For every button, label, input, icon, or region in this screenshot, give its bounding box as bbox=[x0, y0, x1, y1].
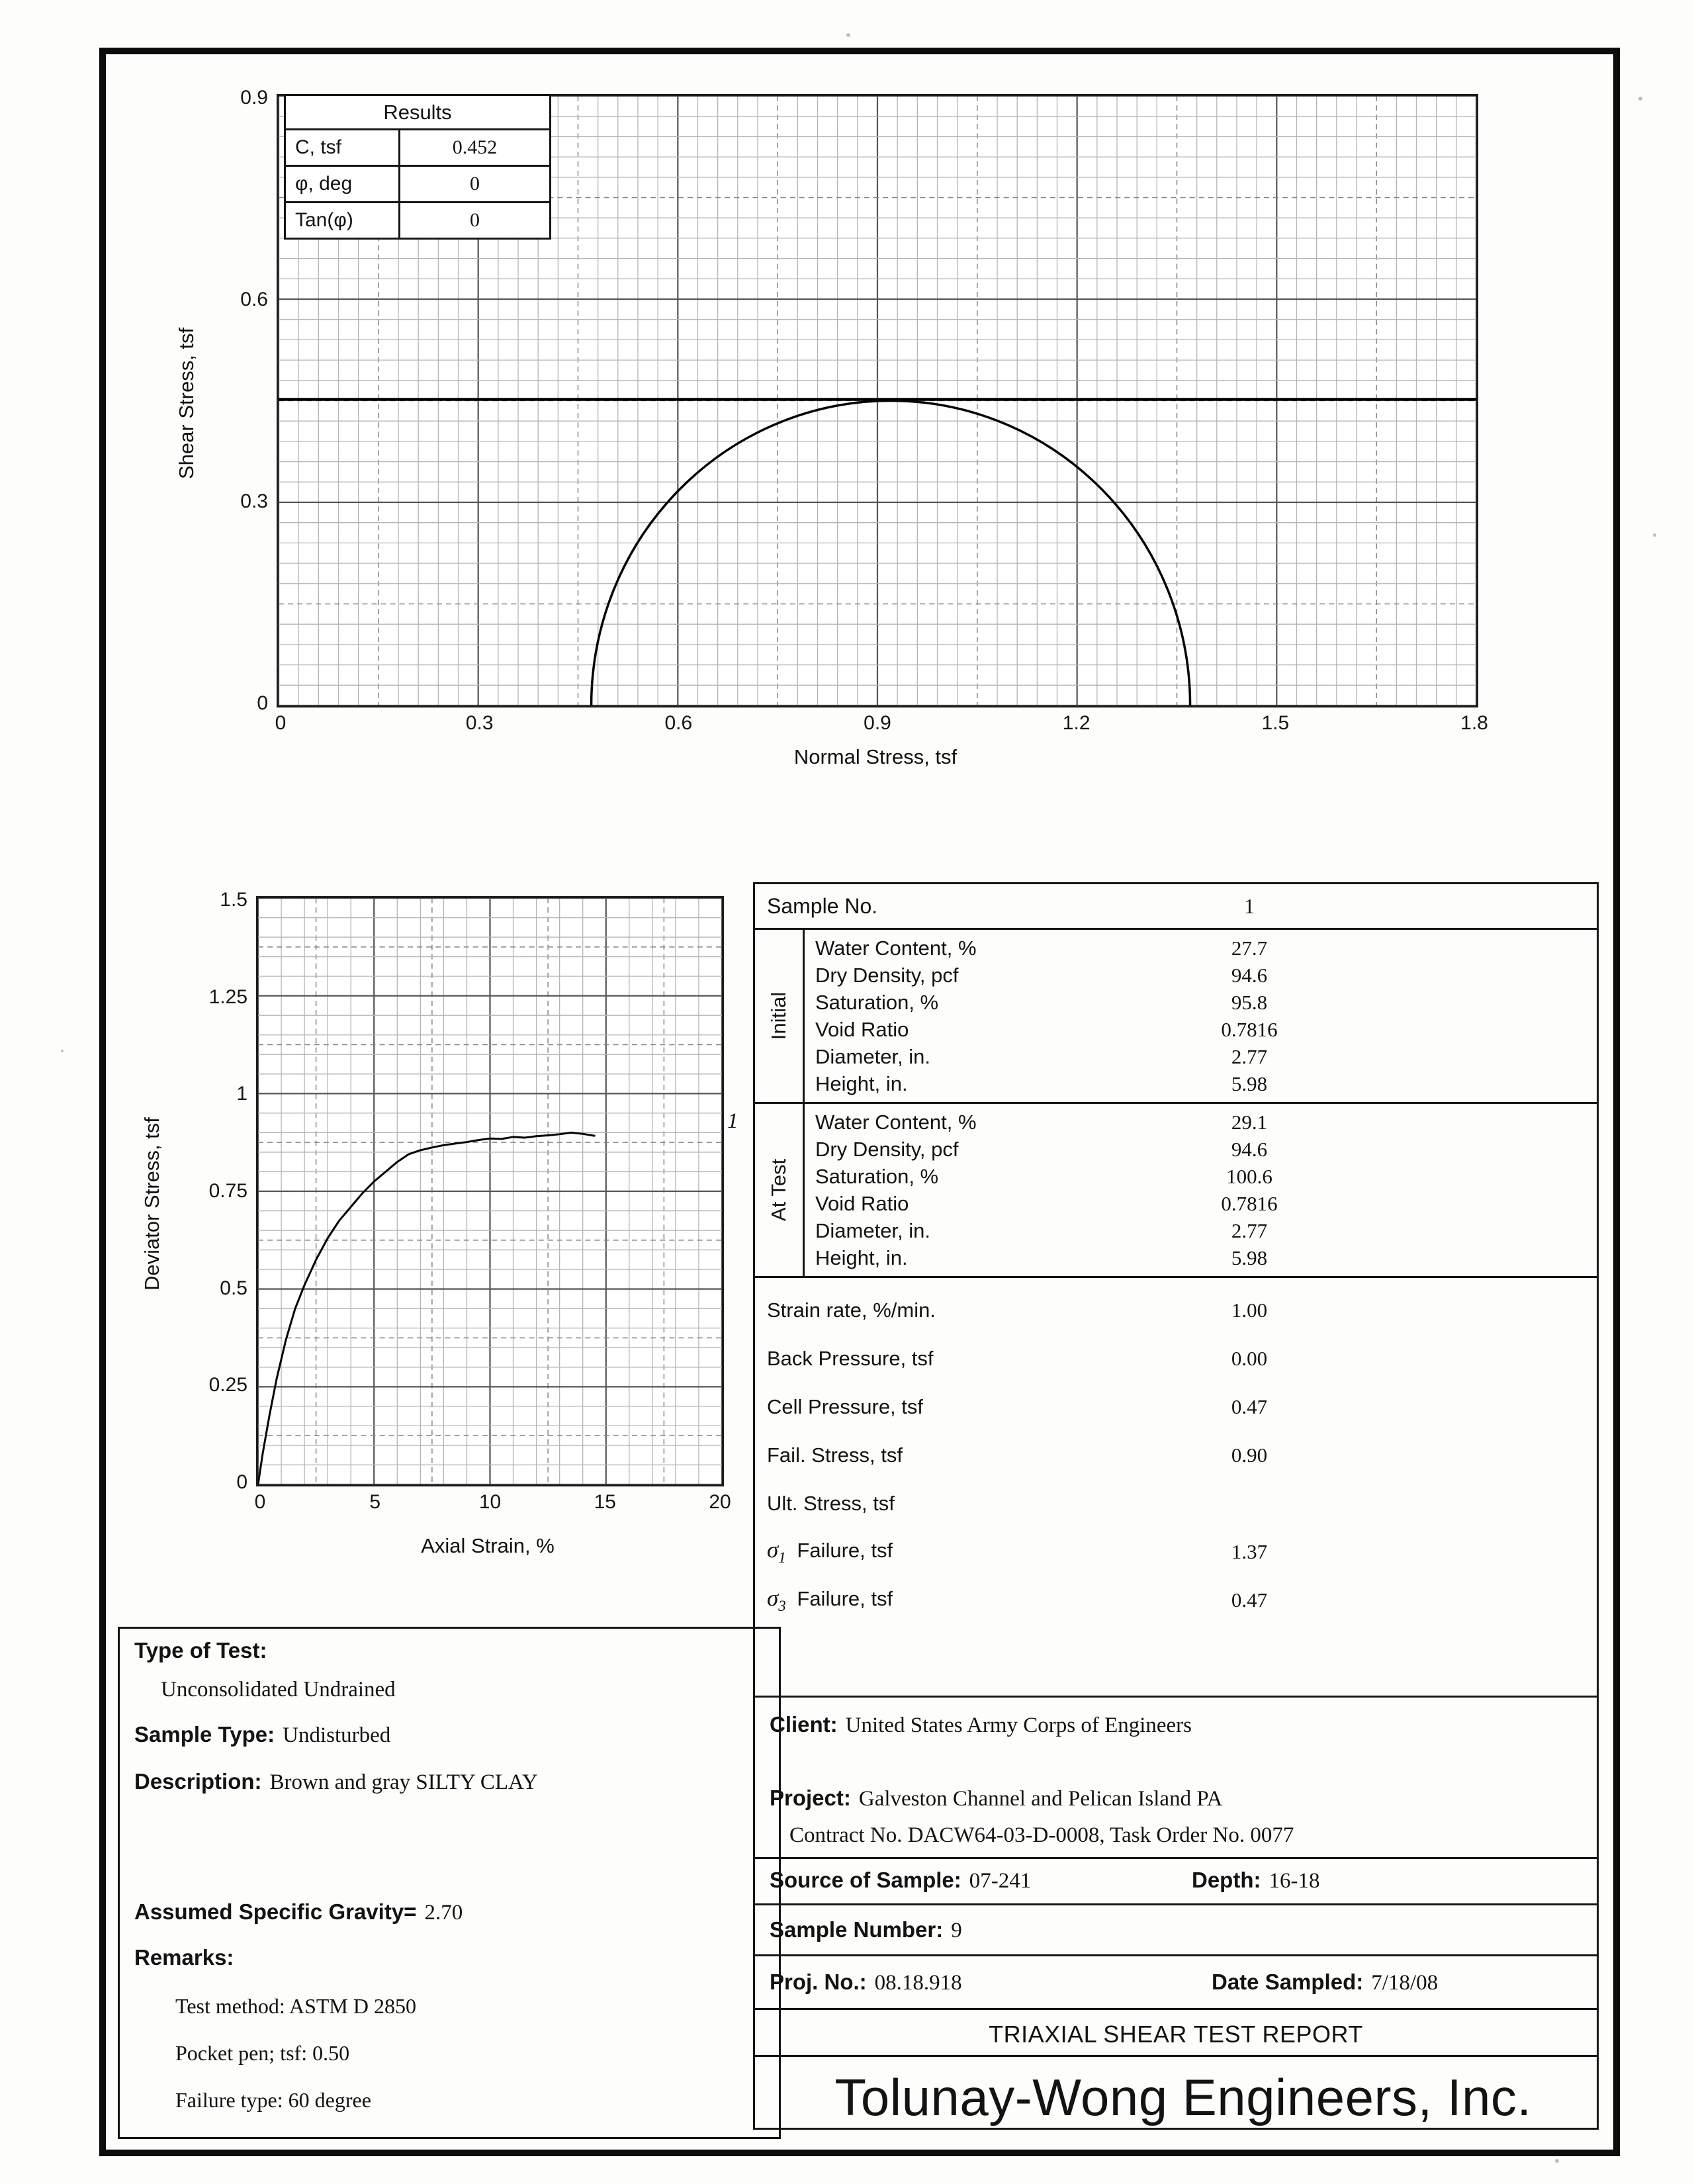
project-label: Project: bbox=[770, 1786, 851, 1811]
x-tick-label: 5 bbox=[369, 1491, 381, 1513]
mohr-x-axis-title: Normal Stress, tsf bbox=[793, 745, 958, 768]
property-label: Water Content, % bbox=[815, 936, 977, 960]
results-table bbox=[284, 94, 551, 240]
property-value: 94.6 bbox=[1231, 1137, 1268, 1161]
sample-group bbox=[755, 930, 1597, 1104]
sigma-symbol: $\sigma_1$ bbox=[767, 1537, 786, 1566]
stress-strain-chart bbox=[208, 889, 731, 1513]
y-tick-label: 0.25 bbox=[208, 1374, 247, 1396]
property-label: Dry Density, pcf bbox=[815, 1137, 959, 1161]
sample-no-row bbox=[755, 884, 1597, 930]
param-value: 0.47 bbox=[1231, 1588, 1268, 1612]
sample-group bbox=[755, 1104, 1597, 1278]
results-row bbox=[286, 165, 549, 201]
scan-speckle bbox=[1555, 2159, 1559, 2163]
sample-type-value: Undisturbed bbox=[283, 1723, 391, 1747]
property-value: 94.6 bbox=[1231, 963, 1268, 987]
property-value: 95.8 bbox=[1231, 990, 1268, 1014]
scan-speckle bbox=[846, 33, 850, 37]
sample-no-label: Sample No. bbox=[767, 893, 878, 918]
sample-parameters bbox=[755, 1286, 1597, 1624]
results-row-value: 0 bbox=[470, 173, 480, 195]
group-rows bbox=[805, 930, 1597, 1102]
description-label: Description: bbox=[134, 1769, 262, 1794]
sample-groups bbox=[755, 930, 1597, 1278]
property-label: Diameter, in. bbox=[815, 1044, 931, 1068]
report-info-box bbox=[753, 1696, 1599, 2130]
property-row bbox=[805, 989, 1597, 1016]
property-value: 29.1 bbox=[1231, 1110, 1268, 1134]
source-of-sample-value: 07-241 bbox=[969, 1869, 1032, 1893]
stress-y-axis-title: Deviator Stress, tsf bbox=[140, 1117, 163, 1291]
property-row bbox=[805, 1217, 1597, 1244]
property-label: Height, in. bbox=[815, 1246, 908, 1269]
param-row bbox=[755, 1431, 1597, 1479]
scan-speckle bbox=[61, 1050, 64, 1052]
property-value: 5.98 bbox=[1231, 1246, 1268, 1269]
depth-label: Depth: bbox=[1192, 1868, 1261, 1893]
property-value: 5.98 bbox=[1231, 1071, 1268, 1095]
project-value: Galveston Channel and Pelican Island PA bbox=[858, 1787, 1223, 1811]
x-tick-label: 0 bbox=[254, 1491, 266, 1513]
property-row bbox=[805, 1190, 1597, 1217]
x-tick-label: 20 bbox=[709, 1491, 731, 1513]
group-label-text: At Test bbox=[767, 1158, 790, 1222]
remarks-label: Remarks: bbox=[134, 1945, 234, 1970]
sample-data-panel bbox=[753, 882, 1599, 1698]
specific-gravity-row bbox=[134, 1899, 764, 1925]
param-value: 1.37 bbox=[1231, 1539, 1268, 1563]
x-tick-label: 0.3 bbox=[465, 712, 494, 734]
project-row bbox=[755, 1766, 1597, 1857]
y-tick-label: 0.75 bbox=[208, 1180, 247, 1202]
property-value: 100.6 bbox=[1226, 1164, 1272, 1188]
property-label: Height, in. bbox=[815, 1071, 908, 1095]
remarks-row bbox=[134, 1945, 764, 1970]
property-row bbox=[805, 1043, 1597, 1070]
remark-line: Failure type: 60 degree bbox=[175, 2088, 371, 2112]
param-row bbox=[755, 1576, 1597, 1624]
scan-speckle bbox=[1638, 97, 1642, 101]
property-value: 27.7 bbox=[1231, 936, 1268, 960]
specific-gravity-label: Assumed Specific Gravity= bbox=[134, 1899, 417, 1924]
param-label: Strain rate, %/min. bbox=[767, 1298, 936, 1322]
results-row-value: 0.452 bbox=[452, 136, 498, 158]
specific-gravity-value: 2.70 bbox=[424, 1901, 463, 1925]
param-value: 0.00 bbox=[1231, 1346, 1268, 1370]
x-tick-label: 10 bbox=[478, 1491, 502, 1513]
type-of-test-label: Type of Test: bbox=[134, 1638, 267, 1662]
param-row bbox=[755, 1334, 1597, 1383]
stress-grid bbox=[258, 898, 722, 1484]
stress-strain-plot-area bbox=[258, 898, 722, 1484]
date-sampled-value: 7/18/08 bbox=[1371, 1971, 1439, 1995]
company-name: Tolunay-Wong Engineers, Inc. bbox=[755, 2055, 1597, 2128]
x-tick-label: 0 bbox=[275, 712, 287, 734]
x-tick-label: 15 bbox=[594, 1491, 616, 1513]
property-row bbox=[805, 1136, 1597, 1163]
test-info-box bbox=[118, 1627, 781, 2139]
y-tick-label: 0.6 bbox=[240, 289, 268, 310]
results-row-value: 0 bbox=[470, 209, 480, 231]
contract-line: Contract No. DACW64-03-D-0008, Task Order No. 0077 bbox=[789, 1823, 1294, 1848]
sample-type-row bbox=[134, 1722, 764, 1748]
property-row bbox=[805, 1070, 1597, 1097]
property-label: Void Ratio bbox=[815, 1017, 909, 1041]
property-label: Void Ratio bbox=[815, 1191, 909, 1215]
sample-number-label: Sample Number: bbox=[770, 1917, 944, 1942]
param-row bbox=[755, 1527, 1597, 1576]
mohr-circle-arc bbox=[592, 401, 1190, 706]
param-label: Fail. Stress, tsf bbox=[767, 1443, 903, 1467]
date-sampled-field bbox=[1212, 1970, 1438, 1995]
x-tick-label: 1.8 bbox=[1460, 712, 1488, 734]
property-row bbox=[805, 1163, 1597, 1190]
results-table-header: Results bbox=[383, 100, 452, 124]
group-label-cell bbox=[755, 930, 805, 1102]
results-table-rows bbox=[286, 128, 549, 238]
property-row bbox=[805, 1016, 1597, 1043]
proj-no-value: 08.18.918 bbox=[874, 1971, 962, 1995]
client-row bbox=[755, 1698, 1597, 1766]
property-value: 0.7816 bbox=[1221, 1191, 1278, 1215]
y-tick-label: 0 bbox=[257, 692, 268, 714]
sample-number-value: 9 bbox=[951, 1919, 962, 1943]
report-title: TRIAXIAL SHEAR TEST REPORT bbox=[755, 2008, 1597, 2055]
results-row-label: Tan(φ) bbox=[286, 203, 400, 238]
sample-no-value: 1 bbox=[1244, 893, 1255, 918]
depth-value: 16-18 bbox=[1269, 1869, 1320, 1893]
param-value: 0.47 bbox=[1231, 1394, 1268, 1418]
sample-type-label: Sample Type: bbox=[134, 1722, 275, 1747]
x-tick-label: 0.6 bbox=[664, 712, 693, 734]
y-tick-label: 1 bbox=[236, 1083, 247, 1105]
curve-number-label: 1 bbox=[727, 1109, 738, 1133]
sigma-symbol: $\sigma_3$ bbox=[767, 1585, 786, 1614]
param-row bbox=[755, 1286, 1597, 1334]
date-sampled-label: Date Sampled: bbox=[1212, 1970, 1364, 1995]
description-value: Brown and gray SILTY CLAY bbox=[269, 1770, 538, 1794]
property-label: Water Content, % bbox=[815, 1110, 977, 1134]
y-tick-label: 0.3 bbox=[240, 490, 268, 512]
remark-line: Pocket pen; tsf: 0.50 bbox=[175, 2041, 350, 2065]
param-row bbox=[755, 1383, 1597, 1431]
client-label: Client: bbox=[770, 1712, 838, 1737]
property-value: 2.77 bbox=[1231, 1044, 1268, 1068]
results-row-label: φ, deg bbox=[286, 167, 400, 201]
property-value: 0.7816 bbox=[1221, 1017, 1278, 1041]
y-tick-label: 1.5 bbox=[220, 889, 247, 911]
y-tick-label: 1.25 bbox=[208, 985, 247, 1008]
depth-field bbox=[1192, 1868, 1319, 1893]
results-row bbox=[286, 201, 549, 238]
type-of-test-value: Unconsolidated Undrained bbox=[161, 1678, 396, 1702]
proj-no-label: Proj. No.: bbox=[770, 1970, 867, 1995]
param-label: Cell Pressure, tsf bbox=[767, 1394, 924, 1418]
property-row bbox=[805, 962, 1597, 989]
description-row bbox=[134, 1769, 764, 1795]
group-label-text: Initial bbox=[767, 991, 790, 1040]
param-value: 1.00 bbox=[1231, 1298, 1268, 1322]
property-row bbox=[805, 1244, 1597, 1271]
stress-x-axis-title: Axial Strain, % bbox=[421, 1534, 555, 1557]
mohr-y-axis-title: Shear Stress, tsf bbox=[175, 327, 198, 479]
group-label-cell bbox=[755, 1104, 805, 1276]
client-value: United States Army Corps of Engineers bbox=[845, 1713, 1192, 1737]
group-rows bbox=[805, 1104, 1597, 1276]
remark-line: Test method: ASTM D 2850 bbox=[175, 1994, 416, 2018]
sample-number-row bbox=[755, 1903, 1597, 1954]
param-label: $\sigma_3$ Failure, tsf bbox=[767, 1585, 893, 1614]
x-tick-label: 0.9 bbox=[864, 712, 891, 734]
y-tick-label: 0.9 bbox=[240, 87, 268, 109]
param-label: $\sigma_1$ Failure, tsf bbox=[767, 1537, 893, 1566]
property-label: Saturation, % bbox=[815, 990, 939, 1014]
x-tick-label: 1.5 bbox=[1261, 712, 1290, 734]
type-of-test-row bbox=[134, 1638, 764, 1663]
property-label: Diameter, in. bbox=[815, 1218, 931, 1242]
param-row bbox=[755, 1479, 1597, 1527]
param-label: Back Pressure, tsf bbox=[767, 1346, 934, 1370]
property-value: 2.77 bbox=[1231, 1218, 1268, 1242]
property-label: Saturation, % bbox=[815, 1164, 939, 1188]
source-row bbox=[755, 1857, 1597, 1903]
y-tick-label: 0.5 bbox=[220, 1277, 247, 1299]
x-tick-label: 1.2 bbox=[1062, 712, 1091, 734]
param-label: Ult. Stress, tsf bbox=[767, 1491, 895, 1515]
project-number-row bbox=[755, 1954, 1597, 2007]
property-label: Dry Density, pcf bbox=[815, 963, 959, 987]
property-row bbox=[805, 934, 1597, 962]
results-row bbox=[286, 128, 549, 165]
property-row bbox=[805, 1109, 1597, 1136]
scan-speckle bbox=[1653, 533, 1656, 537]
source-of-sample-label: Source of Sample: bbox=[770, 1868, 961, 1893]
project-line1 bbox=[770, 1786, 1597, 1811]
y-tick-label: 0 bbox=[236, 1471, 247, 1493]
results-row-label: C, tsf bbox=[286, 130, 400, 165]
param-value: 0.90 bbox=[1231, 1443, 1268, 1467]
